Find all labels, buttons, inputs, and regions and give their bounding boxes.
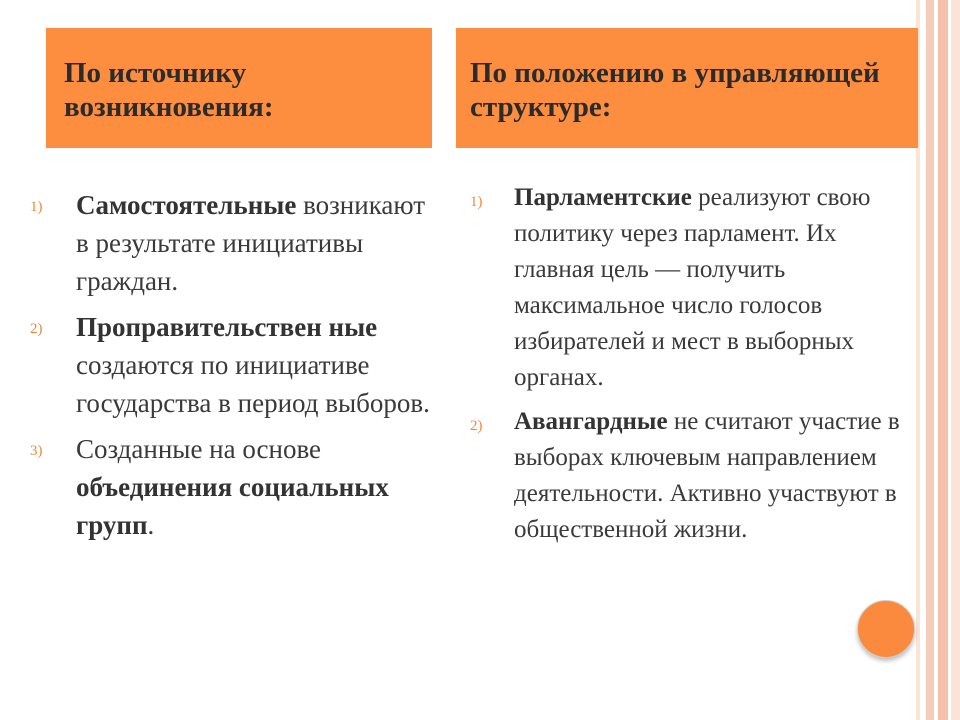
- item-text: не считают участие в выборах ключевым направлением деятельности. Активно участвуют в общественной жизни.: [514, 408, 900, 543]
- item-number: 3): [30, 443, 43, 459]
- item-text: возникают в результате инициативы граждан.: [76, 190, 425, 296]
- list-item: [470, 404, 910, 548]
- item-number: 2): [30, 321, 43, 337]
- item-tail: .: [147, 510, 155, 540]
- decorative-circle: [857, 600, 915, 658]
- item-term: Авангардные: [514, 408, 668, 435]
- item-term: Самостоятельные: [76, 190, 297, 220]
- list-item: [30, 430, 430, 544]
- list-item: [470, 180, 910, 396]
- item-text: реализуют свою политику через парламент. Их главная цель — получить максимальное число голосов избирателей и мест в выборных органах.: [514, 184, 871, 391]
- item-number: 2): [470, 418, 483, 434]
- list-item: [30, 308, 430, 422]
- decorative-stripe: [916, 0, 960, 720]
- item-term: Проправительствен ные: [76, 312, 378, 342]
- item-text: Созданные на основе: [76, 434, 322, 464]
- left-list: [30, 186, 430, 552]
- right-header: По положению в управляющей структуре:: [456, 28, 918, 148]
- item-number: 1): [470, 194, 483, 210]
- right-list: [470, 180, 910, 556]
- item-text: создаются по инициативе государства в период выборов.: [76, 350, 430, 418]
- item-term: Парламентские: [514, 184, 692, 211]
- item-term: объединения социальных групп: [76, 472, 389, 540]
- item-number: 1): [30, 199, 43, 215]
- left-header: По источнику возникновения:: [46, 28, 432, 148]
- list-item: [30, 186, 430, 300]
